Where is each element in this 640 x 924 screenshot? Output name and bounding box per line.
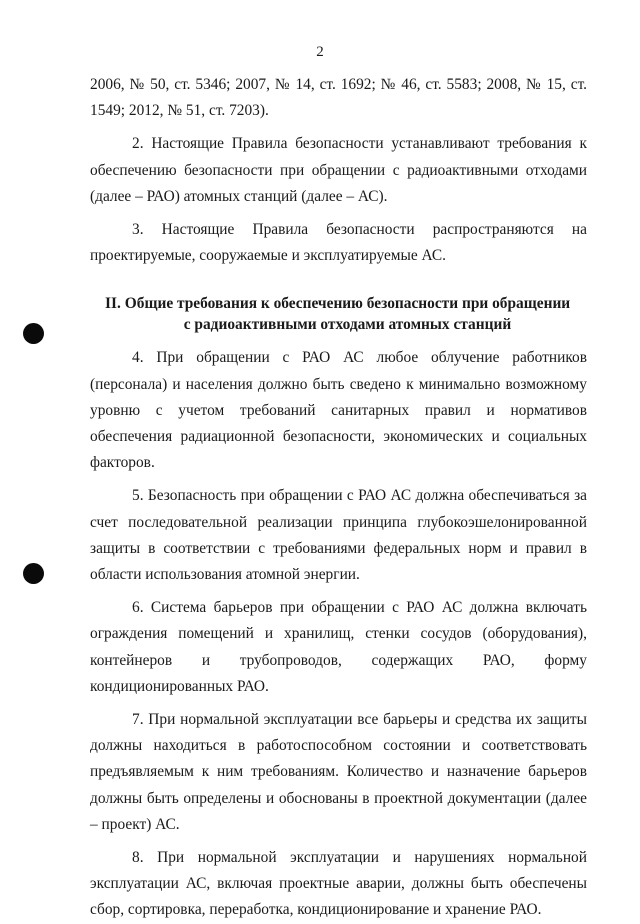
section-title-line-2: с радиоактивными отходами атомных станций <box>183 316 512 334</box>
paragraph-3: 3. Настоящие Правила безопасности распространяются на проектируемые, сооружаемые и эксплуатируемые АС. <box>90 221 587 265</box>
paragraph-2: 2. Настоящие Правила безопасности устанавливают требования к обеспечению безопасности при обращении с радиоактивными отходами (далее – РАО) атомных станций (далее – АС). <box>90 135 587 205</box>
paragraph-6: 6. Система барьеров при обращении с РАО АС должна включать ограждения помещений и хранилищ, стенки сосудов (оборудования), контейнеров и трубопроводов, содержащих РАО, форму кондиционированных РАО. <box>90 599 587 695</box>
punch-hole-bottom <box>23 563 44 584</box>
paragraph-5: 5. Безопасность при обращении с РАО АС должна обеспечиваться за счет последовательной реализации принципа глубокоэшелонированной защиты в соответствии с требованиями федеральных норм и правил в области использования атомной энергии. <box>90 487 587 584</box>
document-body <box>90 72 587 924</box>
section-number: II. <box>105 295 121 313</box>
paragraph-4: 4. При обращении с РАО АС любое облучение работников (персонала) и населения должно быть сведено к минимально возможному уровню с учетом требований санитарных правил и нормативов обеспечения радиационной безопасности, экономических и социальных факторов. <box>90 349 587 472</box>
section-heading <box>90 293 587 335</box>
paragraph-7: 7. При нормальной эксплуатации все барьеры и средства их защиты должны находиться в работоспособном состоянии и соответствовать предъявляемым к ним требованиям. Количество и назначение барьеров должны быть определены и обоснованы в проектной документации (далее – проект) АС. <box>90 711 587 833</box>
section-title-line-1: Общие требования к обеспечению безопасности при обращении <box>124 295 571 313</box>
paragraph-8: 8. При нормальной эксплуатации и нарушениях нормальной эксплуатации АС, включая проектные аварии, должны быть обеспечены сбор, сортировка, переработка, кондиционирование и хранение РАО. <box>90 849 587 919</box>
punch-hole-top <box>23 323 44 344</box>
page-number: 2 <box>316 44 324 60</box>
intro-continuation: 2006, № 50, ст. 5346; 2007, № 14, ст. 1692; № 46, ст. 5583; 2008, № 15, ст. 1549; 2012, № 51, ст. 7203). <box>90 76 587 120</box>
